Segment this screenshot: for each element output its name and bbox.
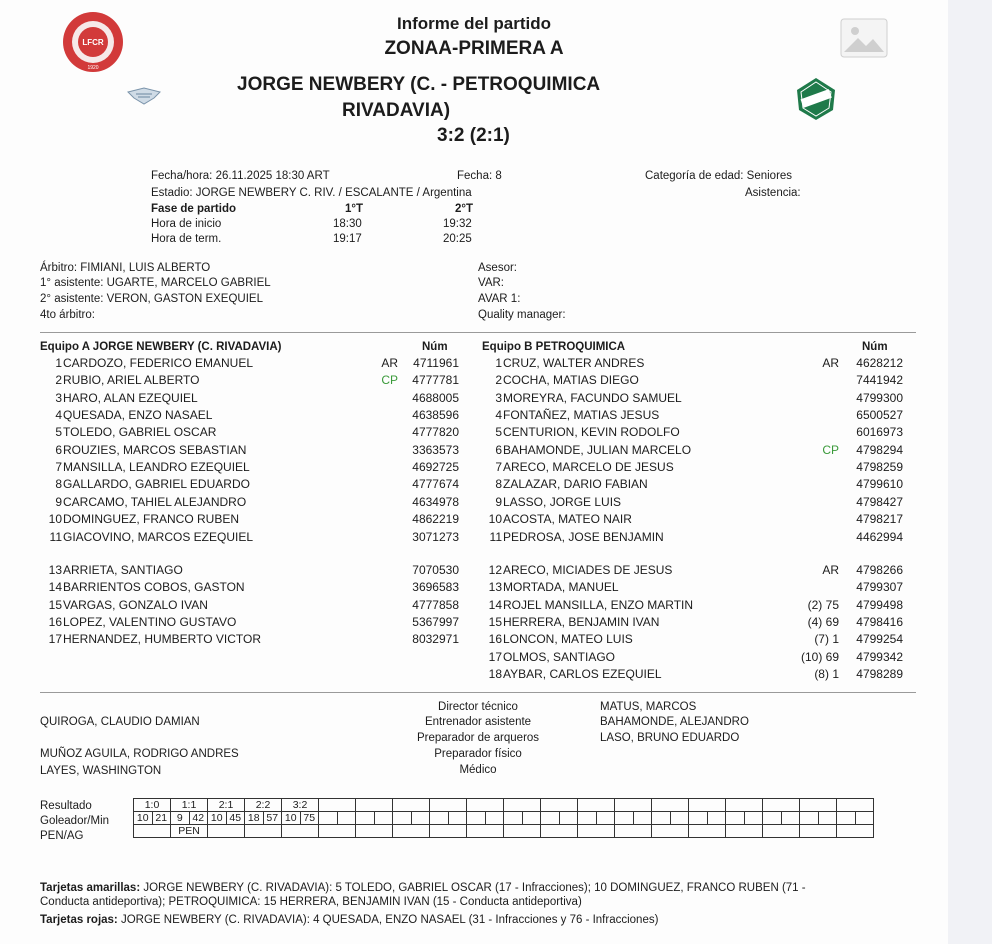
player-row bbox=[0, 372, 948, 389]
pen-cell bbox=[356, 825, 393, 838]
scorer-cell bbox=[374, 812, 393, 825]
pen-cell bbox=[208, 825, 245, 838]
player-row bbox=[0, 666, 948, 683]
pen-cell bbox=[504, 825, 541, 838]
player-id: 4777820 bbox=[412, 425, 459, 440]
player-name: HARO, ALAN EZEQUIEL bbox=[63, 390, 198, 405]
first-half-label: 1°T bbox=[345, 203, 364, 215]
result-cell bbox=[578, 799, 615, 812]
player-id: 6016973 bbox=[856, 425, 903, 440]
scorer-cell bbox=[522, 812, 541, 825]
red-cards-label: Tarjetas rojas: bbox=[40, 914, 118, 926]
yellow-cards-text: JORGE NEWBERY (C. RIVADAVIA): 5 TOLEDO, GABRIEL OSCAR (17 - Infracciones); 10 DOMINGUEZ, FRANCO RUBEN (71 - bbox=[140, 882, 806, 894]
player-name: CARCAMO, TAHIEL ALEJANDRO bbox=[63, 494, 247, 509]
player-name: VARGAS, GONZALO IVAN bbox=[63, 597, 208, 612]
pen-cell bbox=[430, 825, 467, 838]
player-number: 6 bbox=[55, 442, 62, 457]
scorer-cell bbox=[319, 812, 338, 825]
result-cell bbox=[689, 799, 726, 812]
scorer-cell bbox=[781, 812, 800, 825]
player-id: 3363573 bbox=[412, 442, 459, 457]
result-cell bbox=[504, 799, 541, 812]
player-row bbox=[0, 649, 948, 666]
role-assistant-coach: Entrenador asistente bbox=[424, 716, 532, 728]
scorer-cell: 18 bbox=[245, 812, 264, 825]
player-id: 4798266 bbox=[856, 563, 903, 577]
player-role-tag: AR bbox=[822, 356, 839, 370]
player-id: 4462994 bbox=[856, 529, 903, 544]
end-time-label: Hora de term. bbox=[151, 233, 222, 245]
player-number: 9 bbox=[55, 494, 62, 509]
player-number: 2 bbox=[495, 373, 502, 388]
pen-cell bbox=[800, 825, 837, 838]
team-b-num-header: Núm bbox=[862, 341, 888, 353]
scorer-cell bbox=[541, 812, 560, 825]
pen-cell bbox=[245, 825, 282, 838]
scorer-cell bbox=[337, 812, 356, 825]
player-row bbox=[0, 494, 948, 511]
player-number: 14 bbox=[488, 597, 502, 612]
player-number: 15 bbox=[488, 615, 502, 630]
player-id: 4799610 bbox=[856, 477, 903, 492]
player-number: 17 bbox=[488, 649, 502, 664]
assistant-2: 2° asistente: VERON, GASTON EXEQUIEL bbox=[40, 293, 263, 305]
player-number: 3 bbox=[55, 390, 62, 405]
player-number: 15 bbox=[48, 597, 62, 612]
player-role-tag: AR bbox=[381, 356, 398, 370]
player-id: 4711961 bbox=[413, 356, 459, 370]
result-cell bbox=[356, 799, 393, 812]
start-time-label: Hora de inicio bbox=[151, 218, 222, 230]
player-id: 6500527 bbox=[856, 408, 903, 423]
player-number: 5 bbox=[55, 425, 62, 440]
player-role-tag: (2) 75 bbox=[807, 597, 839, 612]
scorer-cell bbox=[689, 812, 708, 825]
player-row bbox=[0, 511, 948, 528]
player-name: CRUZ, WALTER ANDRES bbox=[503, 356, 645, 370]
player-name: ACOSTA, MATEO NAIR bbox=[503, 512, 632, 527]
league-name: ZONAA-PRIMERA A bbox=[384, 38, 564, 59]
player-number: 8 bbox=[55, 477, 62, 492]
league-logo-year: 1920 bbox=[87, 65, 99, 71]
player-name: BAHAMONDE, JULIAN MARCELO bbox=[503, 442, 692, 457]
pen-cell bbox=[134, 825, 171, 838]
pen-cell bbox=[837, 825, 874, 838]
player-id: 4799254 bbox=[856, 632, 903, 647]
team-b-goalkeeper-coach: LASO, BRUNO EDUARDO bbox=[600, 732, 740, 744]
player-number: 12 bbox=[488, 563, 502, 577]
player-id: 4628212 bbox=[856, 356, 903, 370]
scorer-cell bbox=[485, 812, 504, 825]
team-a-num-header: Núm bbox=[422, 341, 448, 353]
player-name: MORTADA, MANUEL bbox=[503, 580, 619, 595]
player-row bbox=[0, 407, 948, 424]
result-cell: 2:2 bbox=[245, 799, 282, 812]
quality-manager: Quality manager: bbox=[478, 309, 566, 321]
player-id: 4798217 bbox=[856, 512, 903, 527]
scorer-cell: 45 bbox=[226, 812, 245, 825]
age-category: Categoría de edad: Seniores bbox=[645, 170, 793, 182]
result-cell bbox=[615, 799, 652, 812]
scorer-cell bbox=[467, 812, 486, 825]
result-cell bbox=[393, 799, 430, 812]
player-id: 4638596 bbox=[412, 408, 459, 423]
player-name: ARECO, MICIADES DE JESUS bbox=[503, 563, 673, 577]
end-time-2: 20:25 bbox=[443, 233, 472, 245]
match-score: 3:2 (2:1) bbox=[437, 125, 510, 146]
player-name: HERNANDEZ, HUMBERTO VICTOR bbox=[63, 632, 262, 647]
player-name: GALLARDO, GABRIEL EDUARDO bbox=[63, 477, 250, 492]
player-id: 4688005 bbox=[412, 390, 459, 405]
player-number: 13 bbox=[488, 580, 502, 595]
result-grid bbox=[133, 798, 874, 838]
scorer-cell bbox=[559, 812, 578, 825]
scorer-cell: 75 bbox=[300, 812, 319, 825]
result-cell bbox=[800, 799, 837, 812]
assistant-1: 1° asistente: UGARTE, MARCELO GABRIEL bbox=[40, 277, 271, 289]
player-number: 2 bbox=[55, 373, 62, 388]
player-name: MOREYRA, FACUNDO SAMUEL bbox=[503, 390, 682, 405]
scorer-cell bbox=[763, 812, 782, 825]
scorer-cell bbox=[633, 812, 652, 825]
pen-cell bbox=[615, 825, 652, 838]
team-b-assistant-coach: BAHAMONDE, ALEJANDRO bbox=[600, 716, 749, 728]
pen-cell bbox=[578, 825, 615, 838]
player-name: ROUZIES, MARCOS SEBASTIAN bbox=[63, 442, 247, 457]
report-title: Informe del partido bbox=[397, 14, 551, 33]
player-number: 1 bbox=[55, 356, 62, 370]
referee: Árbitro: FIMIANI, LUIS ALBERTO bbox=[40, 262, 211, 274]
player-id: 4798289 bbox=[856, 667, 903, 682]
result-cell bbox=[652, 799, 689, 812]
player-role-tag: (8) 1 bbox=[814, 667, 839, 682]
attendance: Asistencia: bbox=[745, 187, 801, 199]
role-fitness-coach: Preparador físico bbox=[434, 748, 522, 760]
second-half-label: 2°T bbox=[455, 203, 474, 215]
result-cell bbox=[541, 799, 578, 812]
player-number: 9 bbox=[495, 494, 502, 509]
player-row bbox=[0, 442, 948, 459]
result-cell bbox=[763, 799, 800, 812]
player-id: 4777858 bbox=[412, 597, 459, 612]
player-id: 4799498 bbox=[856, 597, 903, 612]
var: VAR: bbox=[478, 277, 504, 289]
scorer-cell bbox=[504, 812, 523, 825]
player-id: 3071273 bbox=[412, 529, 459, 544]
player-role-tag: (4) 69 bbox=[807, 615, 839, 630]
player-number: 5 bbox=[495, 425, 502, 440]
red-cards bbox=[40, 913, 658, 927]
stadium: Estadio: JORGE NEWBERY C. RIV. / ESCALANTE / Argentina bbox=[151, 187, 472, 199]
player-id: 4777781 bbox=[412, 373, 459, 388]
scorer-cell bbox=[855, 812, 874, 825]
player-name: DOMINGUEZ, FRANCO RUBEN bbox=[63, 512, 240, 527]
player-id: 7070530 bbox=[412, 563, 459, 577]
pen-cell bbox=[541, 825, 578, 838]
team-a-header: Equipo A JORGE NEWBERY (C. RIVADAVIA) bbox=[40, 341, 282, 353]
league-logo-text: LFCR bbox=[82, 38, 104, 47]
player-number: 10 bbox=[488, 512, 502, 527]
role-head-coach: Director técnico bbox=[438, 701, 518, 713]
pen-cell bbox=[319, 825, 356, 838]
pen-cell: PEN bbox=[171, 825, 208, 838]
scorer-cell bbox=[707, 812, 726, 825]
result-cell: 3:2 bbox=[282, 799, 319, 812]
pen-cell bbox=[652, 825, 689, 838]
player-number: 13 bbox=[48, 563, 62, 577]
phase-label: Fase de partido bbox=[151, 203, 236, 215]
player-id: 4692725 bbox=[412, 460, 459, 475]
start-time-2: 19:32 bbox=[443, 218, 472, 230]
player-role-tag: CP bbox=[822, 442, 839, 457]
yellow-cards bbox=[40, 881, 806, 895]
pen-cell bbox=[282, 825, 319, 838]
yellow-cards-cont: Conducta antideportiva); PETROQUIMICA: 15 HERRERA, BENJAMIN IVAN (15 - Conducta antideportiva) bbox=[40, 896, 582, 908]
scorer-cell: 21 bbox=[152, 812, 171, 825]
scorer-cell bbox=[615, 812, 634, 825]
result-cell: 2:1 bbox=[208, 799, 245, 812]
player-name: ARRIETA, SANTIAGO bbox=[63, 563, 183, 577]
player-name: ZALAZAR, DARIO FABIAN bbox=[503, 477, 648, 492]
player-name: CENTURION, KEVIN RODOLFO bbox=[503, 425, 680, 440]
player-id: 3696583 bbox=[412, 580, 459, 595]
player-name: GIACOVINO, MARCOS EZEQUIEL bbox=[63, 529, 254, 544]
player-number: 4 bbox=[55, 408, 62, 423]
result-cell bbox=[430, 799, 467, 812]
scorer-cell bbox=[578, 812, 597, 825]
player-id: 8032971 bbox=[412, 632, 459, 647]
team-a-logo bbox=[124, 84, 164, 110]
player-name: OLMOS, SANTIAGO bbox=[503, 649, 616, 664]
team-a-doctor: LAYES, WASHINGTON bbox=[40, 765, 162, 777]
player-name: MANSILLA, LEANDRO EZEQUIEL bbox=[63, 460, 250, 475]
player-id: 4798416 bbox=[856, 615, 903, 630]
end-time-1: 19:17 bbox=[333, 233, 362, 245]
player-id: 4798259 bbox=[856, 460, 903, 475]
player-number: 14 bbox=[48, 580, 62, 595]
player-row bbox=[0, 390, 948, 407]
player-id: 4777674 bbox=[412, 477, 459, 492]
player-id: 4799300 bbox=[856, 390, 903, 405]
player-number: 1 bbox=[495, 356, 502, 370]
player-name: CARDOZO, FEDERICO EMANUEL bbox=[63, 356, 254, 370]
player-number: 7 bbox=[55, 460, 62, 475]
player-role-tag: CP bbox=[381, 373, 398, 388]
scorer-cell bbox=[744, 812, 763, 825]
player-number: 10 bbox=[48, 512, 62, 527]
player-name: HERRERA, BENJAMIN IVAN bbox=[503, 615, 660, 630]
player-number: 8 bbox=[495, 477, 502, 492]
scorer-cell bbox=[652, 812, 671, 825]
team-b-coach: MATUS, MARCOS bbox=[600, 701, 697, 713]
player-name: PEDROSA, JOSE BENJAMIN bbox=[503, 529, 664, 544]
fourth-official: 4to árbitro: bbox=[40, 309, 95, 321]
scorer-cell bbox=[411, 812, 430, 825]
yellow-cards-label: Tarjetas amarillas: bbox=[40, 882, 141, 894]
divider bbox=[40, 692, 916, 693]
team-b-logo bbox=[793, 76, 839, 122]
player-name: FONTAÑEZ, MATIAS JESUS bbox=[503, 408, 660, 423]
player-row bbox=[0, 459, 948, 476]
scorer-cell bbox=[800, 812, 819, 825]
scorer-cell bbox=[356, 812, 375, 825]
scorer-cell: 42 bbox=[189, 812, 208, 825]
pen-cell bbox=[467, 825, 504, 838]
advisor: Asesor: bbox=[478, 262, 517, 274]
player-name: LOPEZ, VALENTINO GUSTAVO bbox=[63, 615, 237, 630]
scorer-cell bbox=[596, 812, 615, 825]
player-number: 18 bbox=[488, 667, 502, 682]
player-name: LASSO, JORGE LUIS bbox=[503, 494, 622, 509]
player-id: 4798294 bbox=[856, 442, 903, 457]
player-number: 16 bbox=[48, 615, 62, 630]
player-name: QUESADA, ENZO NASAEL bbox=[63, 408, 213, 423]
player-id: 4634978 bbox=[412, 494, 459, 509]
player-row bbox=[0, 614, 948, 631]
team-b-header: Equipo B PETROQUIMICA bbox=[482, 341, 626, 353]
pen-cell bbox=[726, 825, 763, 838]
scorer-cell: 57 bbox=[263, 812, 282, 825]
player-row bbox=[0, 631, 948, 648]
scorer-cell: 10 bbox=[134, 812, 153, 825]
scorer-cell bbox=[837, 812, 856, 825]
team-a-goalkeeper-coach: MUÑOZ AGUILA, RODRIGO ANDRES bbox=[40, 748, 239, 760]
scorer-cell bbox=[393, 812, 412, 825]
player-number: 11 bbox=[489, 529, 502, 544]
player-number: 6 bbox=[495, 442, 502, 457]
player-row bbox=[0, 476, 948, 493]
player-id: 4799307 bbox=[856, 580, 903, 595]
player-role-tag: AR bbox=[822, 563, 839, 577]
player-id: 7441942 bbox=[856, 373, 903, 388]
result-label: Resultado bbox=[40, 800, 92, 812]
scorer-cell bbox=[670, 812, 689, 825]
player-number: 16 bbox=[488, 632, 502, 647]
player-name: AYBAR, CARLOS EZEQUIEL bbox=[503, 667, 662, 682]
pen-label: PEN/AG bbox=[40, 830, 84, 842]
player-number: 17 bbox=[48, 632, 62, 647]
result-cell bbox=[467, 799, 504, 812]
result-cell bbox=[726, 799, 763, 812]
player-name: ARECO, MARCELO DE JESUS bbox=[503, 460, 674, 475]
player-number: 4 bbox=[495, 408, 502, 423]
player-number: 7 bbox=[495, 460, 502, 475]
result-cell bbox=[837, 799, 874, 812]
player-id: 4862219 bbox=[412, 512, 459, 527]
avar: AVAR 1: bbox=[478, 293, 521, 305]
result-cell: 1:1 bbox=[171, 799, 208, 812]
role-goalkeeper-coach: Preparador de arqueros bbox=[416, 732, 540, 744]
match-teams-line1: JORGE NEWBERY (C. - PETROQUIMICA bbox=[237, 74, 601, 95]
player-id: 4799342 bbox=[856, 649, 903, 664]
result-cell bbox=[319, 799, 356, 812]
player-role-tag: (10) 69 bbox=[800, 649, 839, 664]
player-id: 4798427 bbox=[856, 494, 903, 509]
player-row bbox=[0, 597, 948, 614]
player-number: 11 bbox=[49, 529, 62, 544]
player-row bbox=[0, 355, 948, 372]
red-cards-text: JORGE NEWBERY (C. RIVADAVIA): 4 QUESADA, ENZO NASAEL (31 - Infracciones y 76 - Infracciones) bbox=[117, 914, 659, 926]
player-row bbox=[0, 424, 948, 441]
player-name: TOLEDO, GABRIEL OSCAR bbox=[63, 425, 217, 440]
player-name: ROJEL MANSILLA, ENZO MARTIN bbox=[503, 597, 694, 612]
scorer-cell bbox=[726, 812, 745, 825]
scorer-label: Goleador/Min bbox=[40, 815, 110, 827]
player-name: LONCON, MATEO LUIS bbox=[503, 632, 633, 647]
match-datetime: Fecha/hora: 26.11.2025 18:30 ART bbox=[151, 170, 330, 182]
start-time-1: 18:30 bbox=[333, 218, 362, 230]
scorer-cell: 10 bbox=[282, 812, 301, 825]
scorer-cell bbox=[818, 812, 837, 825]
player-name: COCHA, MATIAS DIEGO bbox=[503, 373, 639, 388]
result-cell: 1:0 bbox=[134, 799, 171, 812]
scorer-cell bbox=[430, 812, 449, 825]
player-name: BARRIENTOS COBOS, GASTON bbox=[63, 580, 245, 595]
player-row bbox=[0, 579, 948, 596]
player-id: 5367997 bbox=[412, 615, 459, 630]
player-role-tag: (7) 1 bbox=[814, 632, 839, 647]
team-a-coach: QUIROGA, CLAUDIO DAMIAN bbox=[40, 716, 200, 728]
scorer-cell: 10 bbox=[208, 812, 227, 825]
pen-cell bbox=[393, 825, 430, 838]
scorer-cell: 9 bbox=[171, 812, 190, 825]
pen-cell bbox=[689, 825, 726, 838]
divider bbox=[40, 332, 916, 333]
player-row bbox=[0, 529, 948, 546]
scorer-cell bbox=[448, 812, 467, 825]
match-teams-line2: RIVADAVIA) bbox=[342, 100, 451, 121]
match-round: Fecha: 8 bbox=[457, 170, 502, 182]
player-number: 3 bbox=[495, 390, 502, 405]
pen-cell bbox=[763, 825, 800, 838]
player-name: RUBIO, ARIEL ALBERTO bbox=[63, 373, 200, 388]
player-row bbox=[0, 562, 948, 579]
role-doctor: Médico bbox=[459, 764, 497, 776]
